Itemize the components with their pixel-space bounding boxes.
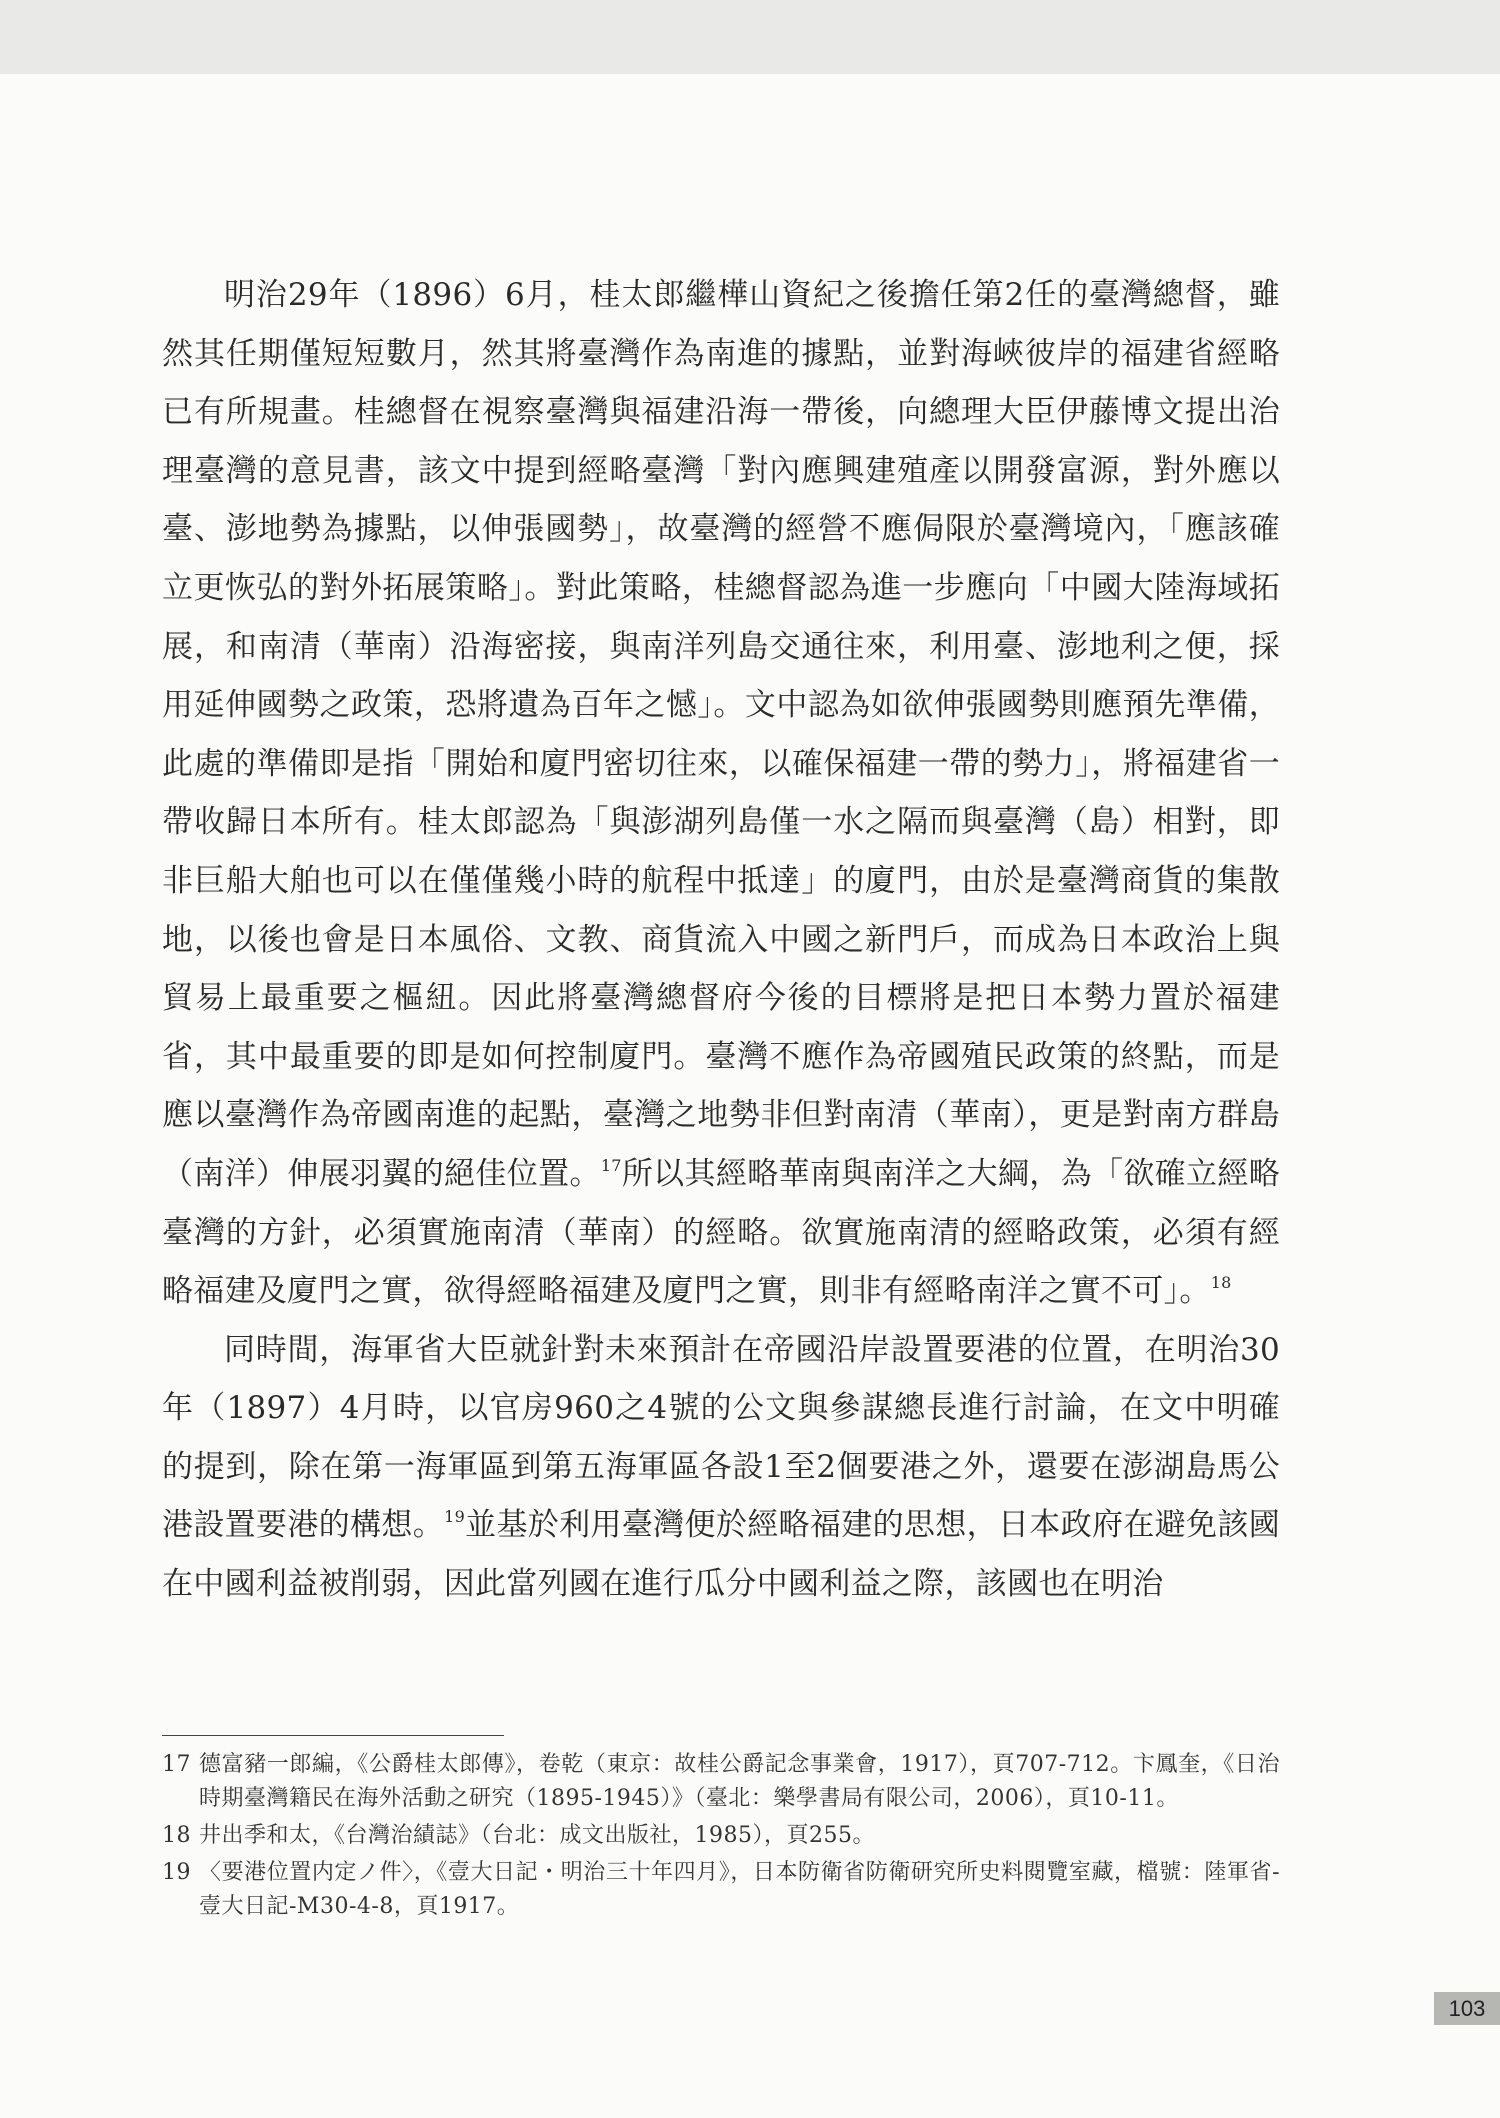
- footnote-text: 井出季和太，《台灣治績誌》（台北：成文出版社，1985），頁255。: [199, 1823, 875, 1848]
- paragraph-text: 同時間，海軍省大臣就針對未來預計在帝國沿岸設置要港的位置，在明治30年（1897）4月時，以官房960之4號的公文與參謀總長進行討論，在文中明確的提到，除在第一海軍區到第五海軍區各設1至2個要港之外，還要在澎湖島馬公港設置要港的構想。: [162, 1331, 1280, 1544]
- paragraph-text: 所以其經略華南與南洋之大綱，為「欲確立經略臺灣的方針，必須實施南清（華南）的經略。欲實施南清的經略政策，必須有經略福建及廈門之實，欲得經略福建及廈門之實，則非有經略南洋之實不可」。: [162, 1155, 1280, 1310]
- main-text: [162, 266, 1280, 1614]
- paragraph-text: 並基於利用臺灣便於經略福建的思想，日本政府在避免該國在中國利益被削弱，因此當列國在進行瓜分中國利益之際，該國也在明治: [162, 1507, 1280, 1603]
- footnotes: [162, 1748, 1280, 1927]
- paragraph-1: [162, 266, 1280, 1321]
- footnote-text: 德富豬一郎編，《公爵桂太郎傳》，卷乾（東京：故桂公爵記念事業會，1917），頁707-712。卞鳳奎，《日治時期臺灣籍民在海外活動之研究（1895-1945）》（臺北：樂學書局有限公司，2006），頁10-11。: [199, 1752, 1280, 1811]
- paragraph-text: 明治29年（1896）6月，桂太郎繼樺山資紀之後擔任第2任的臺灣總督，雖然其任期僅短短數月，然其將臺灣作為南進的據點，並對海峽彼岸的福建省經略已有所規畫。桂總督在視察臺灣與福建沿海一帶後，向總理大臣伊藤博文提出治理臺灣的意見書，該文中提到經略臺灣「對內應興建殖產以開發富源，對外應以臺、澎地勢為據點，以伸張國勢」，故臺灣的經營不應侷限於臺灣境內，「應該確立更恢弘的對外拓展策略」。對此策略，桂總督認為進一步應向「中國大陸海域拓展，和南清（華南）沿海密接，與南洋列島交通往來，利用臺、澎地利之便，採用延伸國勢之政策，恐將遺為百年之憾」。文中認為如欲伸張國勢則應預先準備，此處的準備即是指「開始和廈門密切往來，以確保福建一帶的勢力」，將福建省一帶收歸日本所有。桂太郎認為「與澎湖列島僅一水之隔而與臺灣（島）相對，即非巨船大舶也可以在僅僅幾小時的航程中抵達」的廈門，由於是臺灣商貨的集散地，以後也會是日本風俗、文教、商貨流入中國之新門戶，而成為日本政治上與貿易上最重要之樞紐。因此將臺灣總督府今後的目標將是把日本勢力置於福建省，其中最重要的即是如何控制廈門。臺灣不應作為帝國殖民政策的終點，而是應以臺灣作為帝國南進的起點，臺灣之地勢非但對南清（華南），更是對南方群島（南洋）伸展羽翼的絕佳位置。: [162, 277, 1280, 1192]
- footnote-17: [162, 1748, 1280, 1816]
- footnote-number: 17: [162, 1752, 191, 1777]
- footnote-number: 18: [162, 1823, 191, 1848]
- footnote-text: 〈要港位置内定ノ件〉，《壹大日記・明治三十年四月》，日本防衛省防衛研究所史料閱覽室藏，檔號：陸軍省-壹大日記-M30-4-8，頁1917。: [199, 1860, 1280, 1919]
- paragraph-2: [162, 1321, 1280, 1614]
- footnote-18: [162, 1819, 1280, 1853]
- footnote-19: [162, 1856, 1280, 1924]
- footnote-number: 19: [162, 1860, 191, 1885]
- footnote-ref-19[interactable]: 19: [444, 1507, 466, 1527]
- footnote-divider: [162, 1735, 504, 1736]
- page-number: 103: [1434, 1992, 1500, 2025]
- page-top-margin: [0, 0, 1500, 74]
- footnote-ref-18[interactable]: 18: [1210, 1273, 1232, 1293]
- footnote-ref-17[interactable]: 17: [600, 1155, 622, 1175]
